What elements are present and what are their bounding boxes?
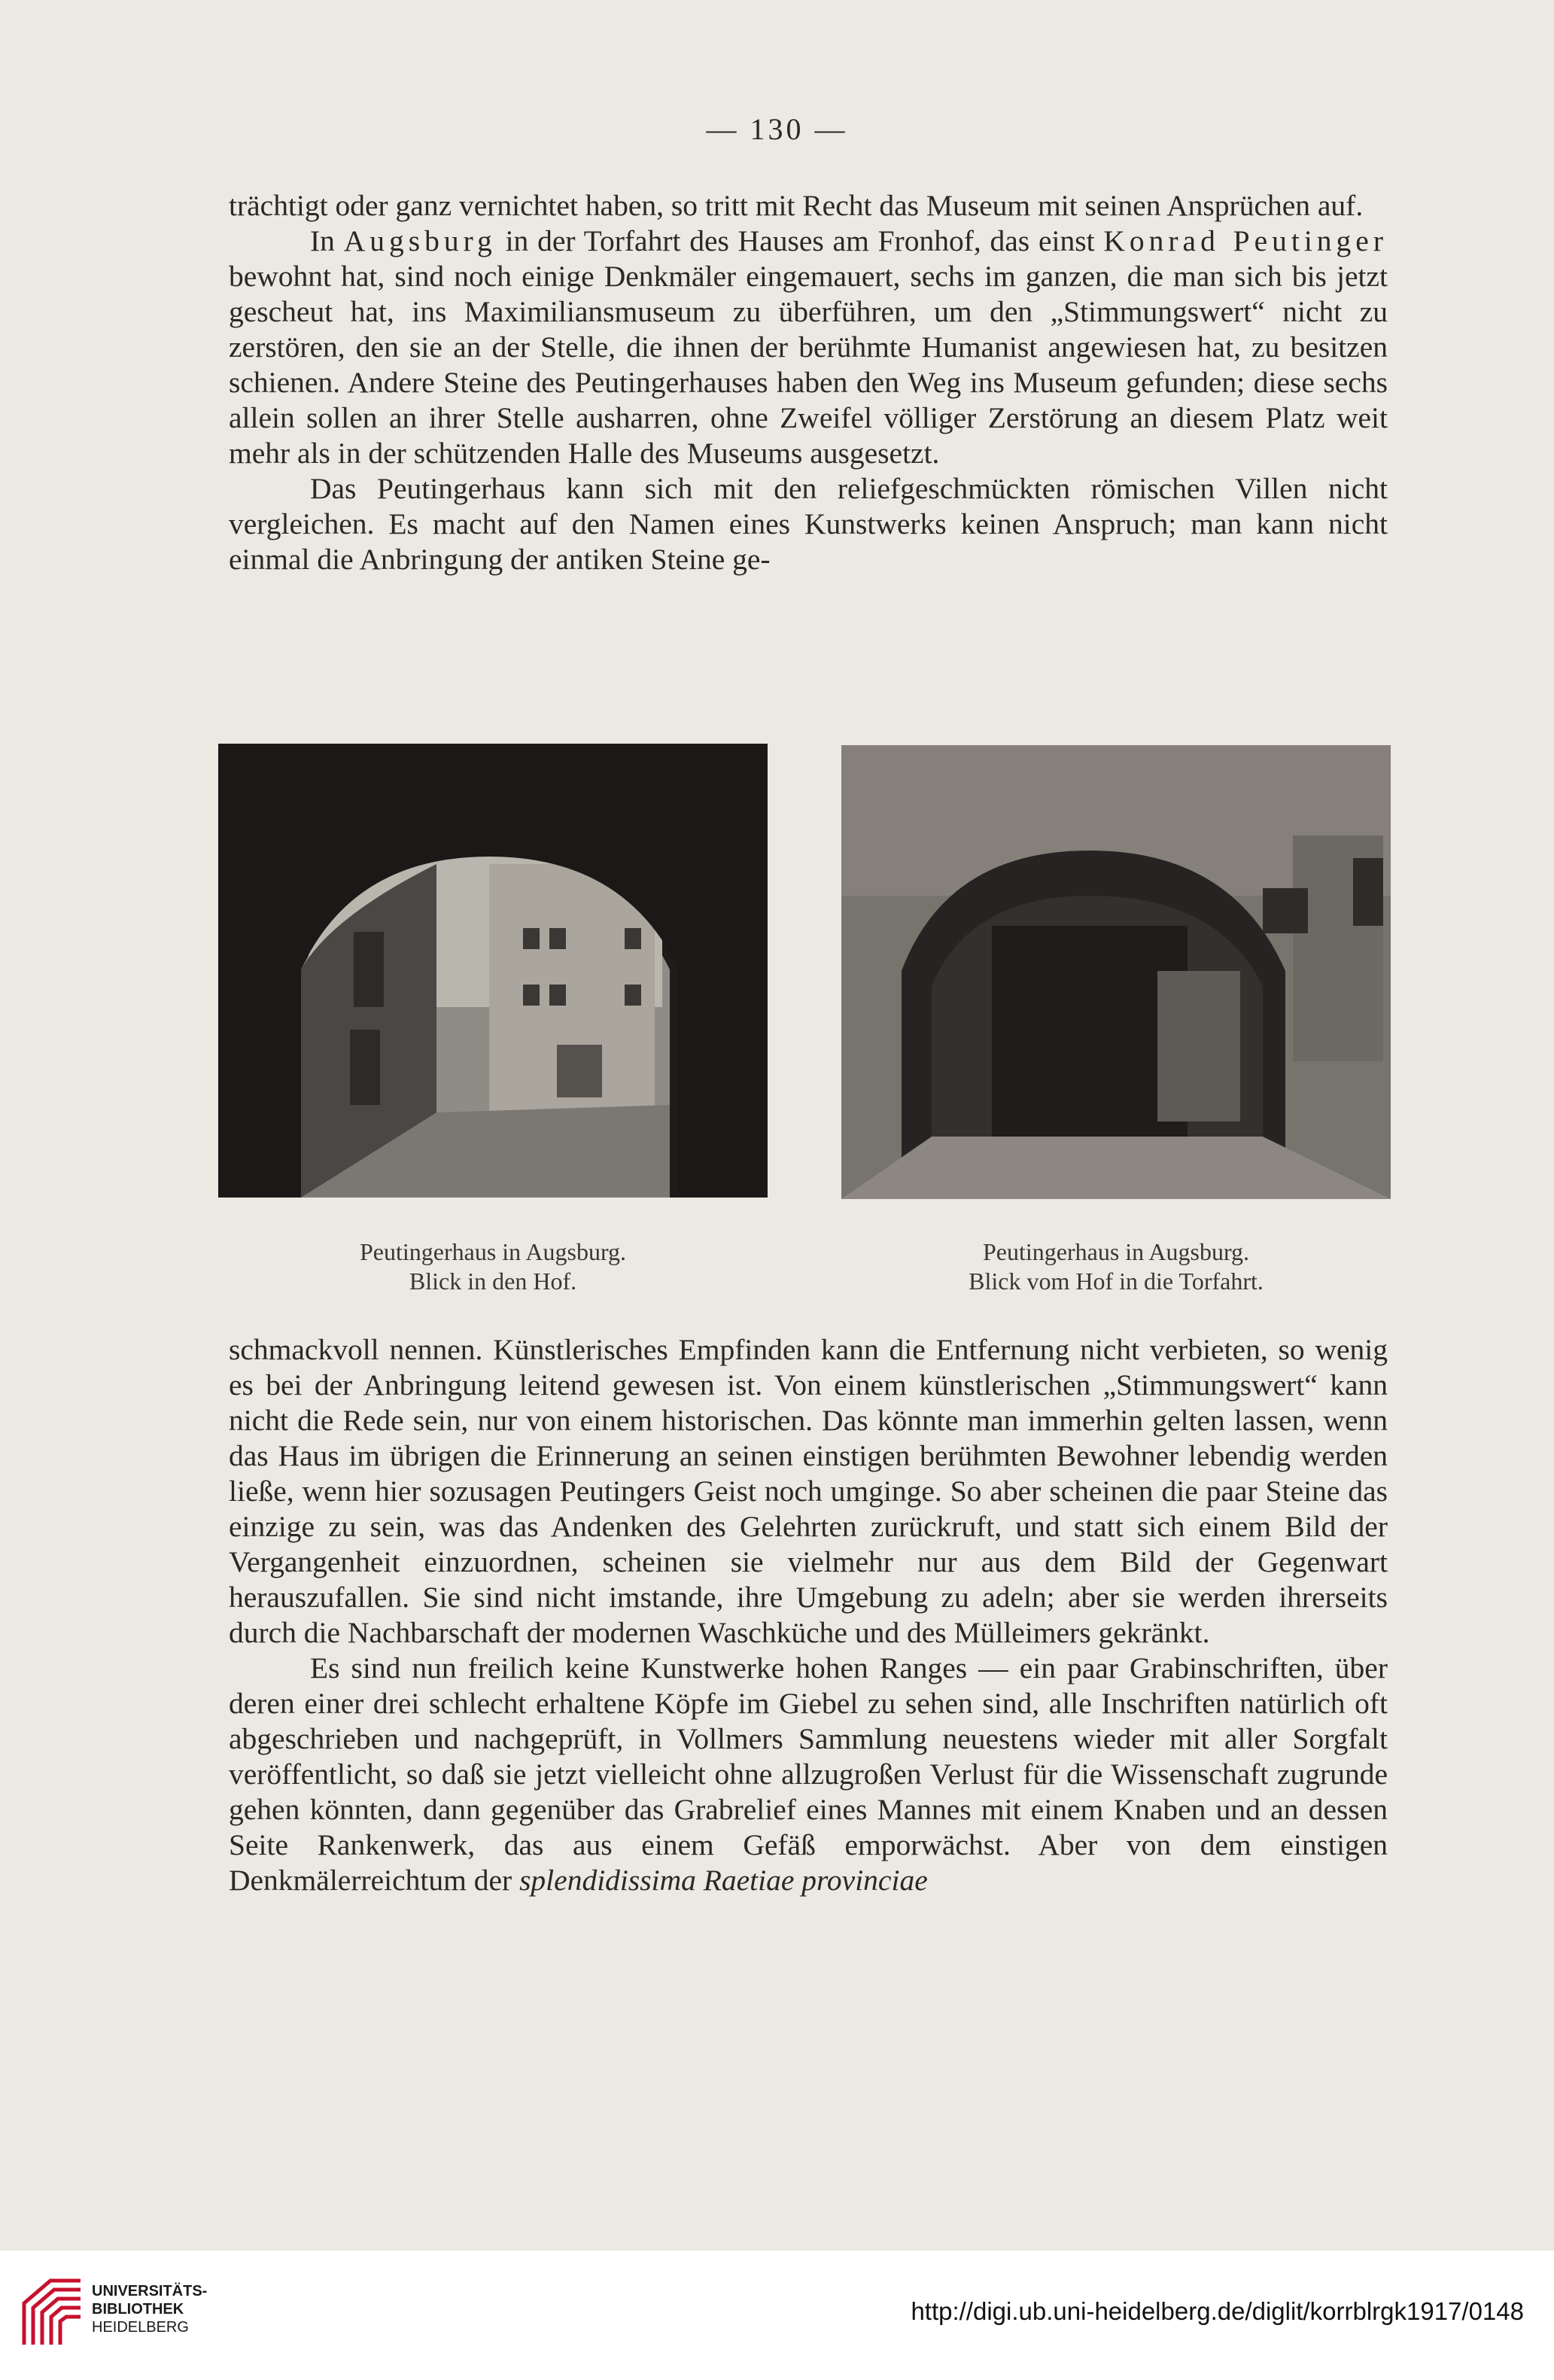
text-block-top xyxy=(229,188,1388,577)
text-run: in der Torfahrt des Hauses am Fronhof, das einst xyxy=(496,224,1104,257)
paragraph xyxy=(229,471,1388,577)
caption-left-line2: Blick in den Hof. xyxy=(409,1268,577,1295)
text-run: In xyxy=(310,224,344,257)
university-library-logo-icon xyxy=(17,2273,89,2356)
library-name-line2: BIBLIOTHEK xyxy=(92,2301,184,2318)
text-run: trächtigt oder ganz vernichtet haben, so tritt mit Recht das Museum mit seinen Ansprüchen auf. xyxy=(229,189,1364,222)
library-name-line1: UNIVERSITÄTS- xyxy=(92,2283,208,2299)
caption-right-line1: Peutingerhaus in Augsburg. xyxy=(982,1238,1250,1265)
emphasized-text: splendidissima Raetiae provinciae xyxy=(519,1864,928,1897)
caption-left xyxy=(218,1237,768,1296)
emphasized-text: Augsburg xyxy=(343,224,497,257)
photo-courtyard-view xyxy=(218,744,768,1198)
photo-gateway-view xyxy=(841,745,1391,1199)
text-run: bewohnt hat, sind noch einige Denkmäler eingemauert, sechs im ganzen, die man sich bis jetzt gescheut hat, ins Maximiliansmuseum zu überführen, um den „Stimmungswert“ nicht zu zerstören, den sie an der Stelle, die ihnen der berühmte Humanist angewiesen hat, zu besitzen schienen. Andere Steine des Peutingerhauses haben den Weg ins Museum gefunden; diese sechs allein sollen an ihrer Stelle ausharren, ohne Zweifel völliger Zerstörung an diesem Platz weit mehr als in der schützenden Halle des Museums ausgesetzt. xyxy=(229,260,1388,470)
footer-bar xyxy=(0,2251,1554,2380)
page-number: — 130 — xyxy=(706,112,848,146)
caption-right xyxy=(841,1237,1391,1296)
caption-right-line2: Blick vom Hof in die Torfahrt. xyxy=(969,1268,1264,1295)
text-run: schmackvoll nennen. Künstlerisches Empfinden kann die Entfernung nicht verbieten, so wenig es bei der Anbringung leitend gewesen ist. Von einem künstlerischen „Stimmungswert“ kann nicht die Rede sein, nur von einem historischen. Das könnte man immerhin gelten lassen, wenn das Haus im übrigen die Erinnerung an seinen einstigen berühmten Bewohner lebendig werden ließe, wenn hier sozusagen Peutingers Geist noch umginge. So aber scheinen die paar Steine das einzige zu sein, was das Andenken des Gelehrten zurückruft, und statt sich einem Bild der Vergangenheit einzuordnen, scheinen sie vielmehr nur aus dem Bild der Gegenwart herauszufallen. Sie sind nicht imstande, ihre Umgebung zu adeln; aber sie werden ihrerseits durch die Nachbarschaft der modernen Waschküche und des Mülleimers gekränkt. xyxy=(229,1333,1388,1649)
paragraph xyxy=(229,1651,1388,1898)
paragraph xyxy=(229,188,1388,224)
text-run: Es sind nun freilich keine Kunstwerke hohen Ranges — ein paar Grabinschriften, über deren einer drei schlecht erhaltene Köpfe im Giebel zu sehen sind, alle Inschriften natürlich oft abgeschrieben und nachgeprüft, in Vollmers Sammlung neuestens wieder mit aller Sorgfalt veröffentlicht, so daß sie jetzt vielleicht ohne allzugroßen Verlust für die Wissenschaft zugrunde gehen könnten, dann gegenüber das Grabrelief eines Mannes mit einem Knaben und an dessen Seite Rankenwerk, das aus einem Gefäß emporwächst. Aber von dem einstigen Denkmälerreichtum der xyxy=(229,1651,1388,1897)
library-name-line3: HEIDELBERG xyxy=(92,2319,189,2336)
source-url[interactable]: http://digi.ub.uni-heidelberg.de/diglit/korrblrgk1917/0148 xyxy=(911,2297,1524,2325)
emphasized-text: Konrad Peutinger xyxy=(1103,224,1388,257)
text-block-bottom xyxy=(229,1332,1388,1898)
text-run: Das Peutingerhaus kann sich mit den reliefgeschmückten römischen Villen nicht vergleichen. Es macht auf den Namen eines Kunstwerks keinen Anspruch; man kann nicht einmal die Anbringung der antiken Steine ge- xyxy=(229,472,1388,576)
caption-left-line1: Peutingerhaus in Augsburg. xyxy=(359,1238,627,1265)
paragraph xyxy=(229,1332,1388,1651)
library-name xyxy=(92,2282,207,2336)
paragraph xyxy=(229,224,1388,471)
